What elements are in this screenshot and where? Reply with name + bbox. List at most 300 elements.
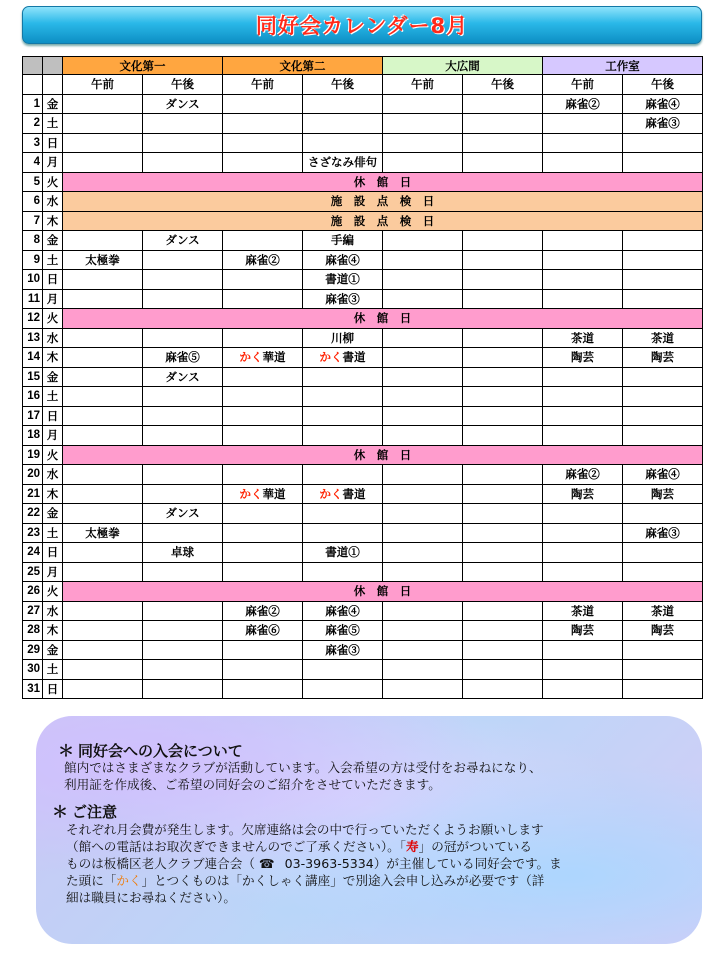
kaku-prefix: かく bbox=[319, 352, 343, 365]
schedule-cell bbox=[623, 562, 703, 582]
day-row bbox=[23, 192, 703, 212]
schedule-cell bbox=[63, 153, 143, 173]
schedule-cell bbox=[63, 504, 143, 524]
day-number: 10 bbox=[23, 270, 43, 290]
schedule-cell bbox=[383, 504, 463, 524]
schedule-cell bbox=[63, 465, 143, 485]
schedule-cell bbox=[303, 523, 383, 543]
weekday: 土 bbox=[43, 387, 63, 407]
schedule-cell bbox=[303, 114, 383, 134]
schedule-cell bbox=[143, 328, 223, 348]
schedule-cell: 麻雀④ bbox=[303, 601, 383, 621]
club-name: 書道 bbox=[342, 352, 366, 365]
weekday: 月 bbox=[43, 289, 63, 309]
caution-text-line-5: 細は職員にお尋ねください）。 bbox=[66, 890, 237, 905]
club-calendar-table bbox=[22, 56, 703, 699]
day-number: 20 bbox=[23, 465, 43, 485]
schedule-cell bbox=[543, 289, 623, 309]
schedule-cell bbox=[223, 640, 303, 660]
schedule-cell bbox=[463, 484, 543, 504]
day-number: 24 bbox=[23, 543, 43, 563]
day-row bbox=[23, 289, 703, 309]
day-row bbox=[23, 504, 703, 524]
schedule-cell bbox=[223, 270, 303, 290]
day-row bbox=[23, 250, 703, 270]
schedule-cell bbox=[383, 133, 463, 153]
weekday: 火 bbox=[43, 172, 63, 192]
kaku-prefix: かく bbox=[319, 488, 343, 501]
kaku-mark: かく bbox=[116, 873, 142, 888]
schedule-cell bbox=[383, 387, 463, 407]
schedule-cell: 卓球 bbox=[143, 543, 223, 563]
schedule-cell bbox=[63, 231, 143, 251]
schedule-cell: 太極拳 bbox=[63, 250, 143, 270]
schedule-cell bbox=[463, 426, 543, 446]
notice-panel bbox=[36, 716, 702, 944]
schedule-cell bbox=[143, 289, 223, 309]
schedule-cell bbox=[383, 562, 463, 582]
period-header: 午後 bbox=[463, 75, 543, 95]
schedule-cell bbox=[63, 640, 143, 660]
schedule-cell bbox=[63, 94, 143, 114]
schedule-cell bbox=[463, 328, 543, 348]
schedule-cell bbox=[303, 465, 383, 485]
schedule-cell bbox=[623, 153, 703, 173]
schedule-cell bbox=[623, 543, 703, 563]
schedule-cell bbox=[623, 367, 703, 387]
schedule-cell bbox=[143, 640, 223, 660]
join-heading: ＊ 同好会への入会について bbox=[58, 741, 243, 760]
schedule-cell: 陶芸 bbox=[623, 348, 703, 368]
day-row bbox=[23, 465, 703, 485]
schedule-cell bbox=[223, 289, 303, 309]
day-row bbox=[23, 270, 703, 290]
schedule-cell bbox=[623, 406, 703, 426]
weekday: 木 bbox=[43, 348, 63, 368]
phone-number: 03-3963-5334 bbox=[284, 856, 374, 871]
weekday: 水 bbox=[43, 192, 63, 212]
caution-text-line-1: それぞれ月会費が発生します。欠席連絡は会の中で行っていただくようお願いします bbox=[66, 822, 544, 837]
schedule-cell bbox=[463, 621, 543, 641]
schedule-cell bbox=[223, 406, 303, 426]
schedule-cell: 太極拳 bbox=[63, 523, 143, 543]
schedule-cell bbox=[63, 114, 143, 134]
day-number: 3 bbox=[23, 133, 43, 153]
day-number: 4 bbox=[23, 153, 43, 173]
schedule-cell bbox=[543, 426, 623, 446]
corner-cell bbox=[23, 57, 43, 75]
day-row bbox=[23, 211, 703, 231]
day-row bbox=[23, 309, 703, 329]
schedule-cell bbox=[383, 660, 463, 680]
schedule-cell bbox=[223, 367, 303, 387]
calendar-title-banner bbox=[22, 6, 702, 44]
schedule-cell bbox=[303, 426, 383, 446]
schedule-cell: 麻雀⑤ bbox=[143, 348, 223, 368]
schedule-cell: ダンス bbox=[143, 231, 223, 251]
schedule-cell bbox=[623, 426, 703, 446]
schedule-cell: 麻雀③ bbox=[303, 640, 383, 660]
schedule-cell: 麻雀⑥ bbox=[223, 621, 303, 641]
schedule-cell bbox=[463, 270, 543, 290]
kaku-prefix: かく bbox=[239, 352, 263, 365]
schedule-cell bbox=[623, 231, 703, 251]
schedule-cell bbox=[143, 679, 223, 699]
schedule-cell bbox=[143, 465, 223, 485]
schedule-cell bbox=[543, 153, 623, 173]
day-row bbox=[23, 328, 703, 348]
schedule-cell bbox=[383, 465, 463, 485]
weekday: 水 bbox=[43, 465, 63, 485]
schedule-cell bbox=[623, 250, 703, 270]
schedule-cell bbox=[223, 426, 303, 446]
kotobuki-mark: 寿 bbox=[406, 839, 419, 854]
asterisk-icon: ＊ bbox=[58, 741, 75, 760]
caution-heading: ＊ ご注意 bbox=[52, 802, 118, 821]
day-number: 27 bbox=[23, 601, 43, 621]
weekday: 木 bbox=[43, 484, 63, 504]
schedule-cell bbox=[543, 250, 623, 270]
schedule-cell bbox=[463, 133, 543, 153]
schedule-cell bbox=[63, 387, 143, 407]
schedule-cell bbox=[463, 523, 543, 543]
schedule-cell bbox=[543, 270, 623, 290]
schedule-cell bbox=[303, 679, 383, 699]
schedule-cell bbox=[383, 621, 463, 641]
schedule-cell bbox=[463, 601, 543, 621]
corner-cell bbox=[43, 57, 63, 75]
day-row bbox=[23, 660, 703, 680]
schedule-cell: 陶芸 bbox=[543, 348, 623, 368]
schedule-cell bbox=[543, 114, 623, 134]
schedule-cell bbox=[383, 640, 463, 660]
day-row bbox=[23, 562, 703, 582]
schedule-cell bbox=[463, 660, 543, 680]
schedule-cell: 茶道 bbox=[543, 328, 623, 348]
schedule-cell: 麻雀⑤ bbox=[303, 621, 383, 641]
day-row bbox=[23, 601, 703, 621]
schedule-cell bbox=[143, 601, 223, 621]
day-number: 16 bbox=[23, 387, 43, 407]
weekday: 土 bbox=[43, 250, 63, 270]
schedule-cell bbox=[463, 640, 543, 660]
schedule-cell bbox=[463, 348, 543, 368]
schedule-cell bbox=[623, 270, 703, 290]
room-header-row bbox=[23, 57, 703, 75]
period-header: 午後 bbox=[303, 75, 383, 95]
schedule-cell bbox=[223, 94, 303, 114]
schedule-cell: 麻雀③ bbox=[303, 289, 383, 309]
schedule-cell bbox=[63, 601, 143, 621]
schedule-cell bbox=[143, 153, 223, 173]
schedule-cell bbox=[223, 484, 303, 504]
schedule-cell bbox=[463, 543, 543, 563]
day-row bbox=[23, 172, 703, 192]
schedule-cell: 麻雀④ bbox=[623, 465, 703, 485]
schedule-cell bbox=[63, 367, 143, 387]
schedule-cell bbox=[383, 328, 463, 348]
schedule-cell bbox=[383, 231, 463, 251]
schedule-cell: 麻雀② bbox=[543, 94, 623, 114]
closed-day-banner: 休 館 日 bbox=[63, 445, 703, 465]
day-number: 13 bbox=[23, 328, 43, 348]
day-row bbox=[23, 484, 703, 504]
day-number: 5 bbox=[23, 172, 43, 192]
weekday: 木 bbox=[43, 621, 63, 641]
schedule-cell bbox=[303, 504, 383, 524]
weekday: 金 bbox=[43, 504, 63, 524]
schedule-cell: 麻雀③ bbox=[623, 114, 703, 134]
schedule-cell: 茶道 bbox=[623, 328, 703, 348]
schedule-cell bbox=[223, 679, 303, 699]
schedule-cell bbox=[623, 289, 703, 309]
day-number: 30 bbox=[23, 660, 43, 680]
weekday: 金 bbox=[43, 231, 63, 251]
schedule-cell bbox=[143, 484, 223, 504]
schedule-cell bbox=[543, 133, 623, 153]
schedule-cell bbox=[223, 562, 303, 582]
schedule-cell bbox=[623, 640, 703, 660]
day-row bbox=[23, 153, 703, 173]
schedule-cell bbox=[303, 406, 383, 426]
schedule-cell bbox=[383, 406, 463, 426]
schedule-cell bbox=[623, 133, 703, 153]
day-number: 9 bbox=[23, 250, 43, 270]
schedule-cell bbox=[463, 94, 543, 114]
schedule-cell bbox=[303, 94, 383, 114]
day-row bbox=[23, 406, 703, 426]
weekday: 金 bbox=[43, 94, 63, 114]
schedule-cell bbox=[63, 133, 143, 153]
schedule-cell bbox=[463, 465, 543, 485]
room-header: 文化第二 bbox=[223, 57, 383, 75]
day-row bbox=[23, 640, 703, 660]
schedule-cell bbox=[303, 133, 383, 153]
schedule-cell bbox=[383, 94, 463, 114]
schedule-cell bbox=[383, 114, 463, 134]
schedule-cell bbox=[63, 543, 143, 563]
day-row bbox=[23, 387, 703, 407]
schedule-cell: ダンス bbox=[143, 94, 223, 114]
schedule-cell bbox=[383, 679, 463, 699]
schedule-cell bbox=[383, 601, 463, 621]
caution-text-line-2: （館への電話はお取次ぎできませんのでご了承ください）。「寿」の冠がついている bbox=[66, 839, 532, 854]
schedule-cell: 麻雀② bbox=[223, 601, 303, 621]
schedule-cell bbox=[463, 367, 543, 387]
day-number: 21 bbox=[23, 484, 43, 504]
schedule-cell: 手編 bbox=[303, 231, 383, 251]
weekday: 土 bbox=[43, 660, 63, 680]
schedule-cell: 陶芸 bbox=[623, 621, 703, 641]
schedule-cell bbox=[383, 426, 463, 446]
schedule-cell bbox=[463, 387, 543, 407]
caution-text-line-3: ものは板橋区老人クラブ連合会（ ☎ 03-3963-5334）が主催している同好会です。ま bbox=[66, 856, 562, 871]
schedule-cell bbox=[463, 562, 543, 582]
caution-text-line-4: た頭に「かく」とつくものは「かくしゃく講座」で別途入会申し込みが必要です（詳 bbox=[66, 873, 545, 888]
schedule-cell bbox=[623, 679, 703, 699]
schedule-cell bbox=[463, 153, 543, 173]
schedule-cell bbox=[303, 484, 383, 504]
schedule-cell bbox=[143, 250, 223, 270]
schedule-cell bbox=[63, 484, 143, 504]
schedule-cell bbox=[543, 562, 623, 582]
schedule-cell bbox=[543, 679, 623, 699]
weekday: 水 bbox=[43, 328, 63, 348]
schedule-cell: 麻雀② bbox=[223, 250, 303, 270]
weekday: 日 bbox=[43, 679, 63, 699]
schedule-cell bbox=[223, 114, 303, 134]
inspection-day-banner: 施 設 点 検 日 bbox=[63, 211, 703, 231]
schedule-cell bbox=[383, 250, 463, 270]
day-number: 25 bbox=[23, 562, 43, 582]
schedule-cell bbox=[543, 543, 623, 563]
schedule-cell bbox=[63, 562, 143, 582]
schedule-cell: ダンス bbox=[143, 504, 223, 524]
period-header: 午後 bbox=[143, 75, 223, 95]
weekday: 火 bbox=[43, 309, 63, 329]
schedule-cell bbox=[63, 348, 143, 368]
day-number: 2 bbox=[23, 114, 43, 134]
join-text-line-1: 館内ではさまざまなクラブが活動しています。入会希望の方は受付をお尋ねになり、 bbox=[64, 760, 542, 775]
schedule-cell: 麻雀④ bbox=[303, 250, 383, 270]
schedule-cell bbox=[143, 562, 223, 582]
schedule-cell bbox=[383, 367, 463, 387]
schedule-cell bbox=[223, 231, 303, 251]
schedule-cell bbox=[303, 387, 383, 407]
day-number: 15 bbox=[23, 367, 43, 387]
schedule-cell: 書道① bbox=[303, 270, 383, 290]
schedule-cell bbox=[623, 660, 703, 680]
weekday: 月 bbox=[43, 562, 63, 582]
weekday: 日 bbox=[43, 406, 63, 426]
join-text-line-2: 利用証を作成後、ご希望の同好会のご紹介をさせていただきます。 bbox=[64, 777, 441, 792]
schedule-cell: 書道① bbox=[303, 543, 383, 563]
schedule-cell bbox=[543, 504, 623, 524]
schedule-cell bbox=[143, 621, 223, 641]
weekday: 木 bbox=[43, 211, 63, 231]
club-name: 書道 bbox=[342, 488, 366, 501]
period-header: 午前 bbox=[223, 75, 303, 95]
schedule-cell bbox=[223, 348, 303, 368]
schedule-cell bbox=[463, 289, 543, 309]
schedule-cell bbox=[63, 328, 143, 348]
schedule-cell bbox=[143, 270, 223, 290]
schedule-cell bbox=[463, 406, 543, 426]
schedule-cell bbox=[223, 387, 303, 407]
schedule-cell: 茶道 bbox=[623, 601, 703, 621]
schedule-cell bbox=[143, 114, 223, 134]
day-row bbox=[23, 523, 703, 543]
day-row bbox=[23, 348, 703, 368]
schedule-cell bbox=[383, 523, 463, 543]
schedule-cell bbox=[303, 660, 383, 680]
weekday: 金 bbox=[43, 367, 63, 387]
period-header: 午前 bbox=[543, 75, 623, 95]
corner-cell bbox=[23, 75, 43, 95]
day-row bbox=[23, 367, 703, 387]
schedule-cell bbox=[63, 289, 143, 309]
day-number: 6 bbox=[23, 192, 43, 212]
weekday: 金 bbox=[43, 640, 63, 660]
day-number: 22 bbox=[23, 504, 43, 524]
schedule-cell bbox=[63, 660, 143, 680]
schedule-cell: 麻雀④ bbox=[623, 94, 703, 114]
day-row bbox=[23, 114, 703, 134]
weekday: 日 bbox=[43, 270, 63, 290]
schedule-cell bbox=[463, 250, 543, 270]
schedule-cell bbox=[143, 426, 223, 446]
closed-day-banner: 休 館 日 bbox=[63, 172, 703, 192]
schedule-cell: 茶道 bbox=[543, 601, 623, 621]
day-number: 31 bbox=[23, 679, 43, 699]
phone-icon: ☎ bbox=[258, 856, 275, 871]
day-number: 18 bbox=[23, 426, 43, 446]
kaku-prefix: かく bbox=[239, 488, 263, 501]
schedule-cell bbox=[463, 679, 543, 699]
schedule-cell: 陶芸 bbox=[543, 484, 623, 504]
schedule-cell: 川柳 bbox=[303, 328, 383, 348]
asterisk-icon: ＊ bbox=[52, 802, 69, 821]
schedule-cell bbox=[303, 348, 383, 368]
schedule-cell bbox=[63, 270, 143, 290]
schedule-cell bbox=[143, 387, 223, 407]
day-number: 17 bbox=[23, 406, 43, 426]
schedule-cell bbox=[143, 523, 223, 543]
schedule-cell: 陶芸 bbox=[623, 484, 703, 504]
day-row bbox=[23, 582, 703, 602]
day-number: 19 bbox=[23, 445, 43, 465]
weekday: 水 bbox=[43, 601, 63, 621]
schedule-cell bbox=[543, 523, 623, 543]
schedule-cell bbox=[543, 367, 623, 387]
schedule-cell bbox=[383, 270, 463, 290]
schedule-cell bbox=[223, 328, 303, 348]
schedule-cell bbox=[463, 114, 543, 134]
schedule-cell bbox=[223, 133, 303, 153]
schedule-cell bbox=[543, 231, 623, 251]
schedule-cell bbox=[383, 484, 463, 504]
corner-cell bbox=[43, 75, 63, 95]
day-number: 7 bbox=[23, 211, 43, 231]
schedule-cell: 陶芸 bbox=[543, 621, 623, 641]
schedule-cell bbox=[543, 660, 623, 680]
schedule-cell bbox=[383, 543, 463, 563]
schedule-cell bbox=[223, 523, 303, 543]
schedule-cell bbox=[383, 348, 463, 368]
room-header: 工作室 bbox=[543, 57, 703, 75]
page-title: 同好会カレンダー8月 bbox=[255, 14, 469, 38]
schedule-cell bbox=[223, 660, 303, 680]
closed-day-banner: 休 館 日 bbox=[63, 309, 703, 329]
period-header: 午前 bbox=[63, 75, 143, 95]
weekday: 火 bbox=[43, 582, 63, 602]
day-row bbox=[23, 231, 703, 251]
weekday: 日 bbox=[43, 543, 63, 563]
closed-day-banner: 休 館 日 bbox=[63, 582, 703, 602]
club-name: 華道 bbox=[262, 488, 286, 501]
day-row bbox=[23, 543, 703, 563]
schedule-cell bbox=[543, 640, 623, 660]
schedule-cell bbox=[303, 562, 383, 582]
day-number: 29 bbox=[23, 640, 43, 660]
day-number: 26 bbox=[23, 582, 43, 602]
day-row bbox=[23, 679, 703, 699]
schedule-cell bbox=[543, 387, 623, 407]
room-header: 大広間 bbox=[383, 57, 543, 75]
schedule-cell bbox=[463, 504, 543, 524]
weekday: 日 bbox=[43, 133, 63, 153]
weekday: 月 bbox=[43, 426, 63, 446]
